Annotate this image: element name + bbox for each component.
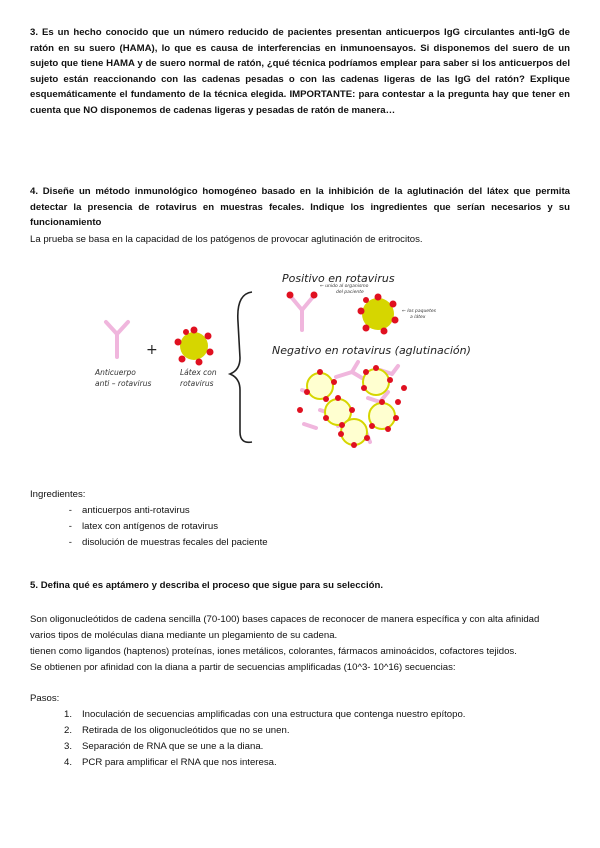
antibody-icon (106, 322, 128, 357)
question-4 (30, 184, 570, 231)
list-item: 4. PCR para amplificar el RNA que nos interesa. (63, 757, 277, 768)
free-latex-bead-icon (358, 294, 399, 335)
positive-note-2: del paciente (336, 290, 364, 295)
list-item: 2. Retirada de los oligonucleótidos que no se unen. (63, 725, 290, 736)
latex-note-2: a látex (410, 315, 426, 320)
steps-title: Pasos: (30, 693, 60, 704)
latex-label-2: rotavirus (180, 379, 214, 388)
bullet: - (68, 521, 72, 532)
question-4-answer: La prueba se basa en la capacidad de los patógenos de provocar aglutinación de eritrocitos. (30, 234, 423, 245)
latex-note-1: ← los paquetes (402, 309, 436, 314)
latex-bead-icon (175, 327, 214, 366)
list-item: 1. Inoculación de secuencias amplificadas con una estructura que contenga nuestro epítopo. (63, 709, 466, 720)
agglutination-diagram (0, 262, 600, 462)
ingredients-list (48, 503, 548, 551)
question-3-number: 3. (30, 27, 39, 38)
antibody-label-2: anti – rotavirus (95, 379, 152, 388)
bullet: - (68, 505, 72, 516)
bullet: - (68, 537, 72, 548)
negative-title: Negativo en rotavirus (aglutinación) (272, 344, 471, 357)
question-5-number: 5. (30, 580, 39, 591)
question-5-text: Defina qué es aptámero y describa el proceso que sigue para su selección. (40, 580, 383, 591)
positive-note-1: ← unido al organismo (320, 284, 369, 289)
answer-line: tienen como ligandos (haptenos) proteínas, iones metálicos, colorantes, fármacos aminoácidos, cofactores tejidos. (30, 646, 517, 657)
answer-line: Son oligonucleótidos de cadena sencilla (70-100) bases capaces de reconocer de manera específica y con alta afinidad (30, 614, 540, 625)
list-item: 3. Separación de RNA que se une a la diana. (63, 741, 264, 752)
question-5-answer (30, 612, 575, 676)
brace (230, 292, 252, 442)
question-4-number: 4. (30, 186, 39, 197)
plus-sign: + (146, 342, 158, 358)
question-5 (30, 578, 570, 594)
list-item: - disolución de muestras fecales del paciente (48, 535, 548, 551)
bound-antibody-icon (287, 292, 318, 331)
steps-list (48, 707, 548, 771)
answer-line: Se obtienen por afinidad con la diana a partir de secuencias amplificadas (10^3- 10^16) secuencias: (30, 662, 456, 673)
question-3-text: Es un hecho conocido que un número reducido de pacientes presentan anticuerpos IgG circulantes anti-IgG de ratón en su suero (HAMA), lo que es causa de interferencias en inmunoensayos. Si disponemos del suero de un sujeto que tiene HAMA y de suero normal de ratón, ¿qué técnica podríamos emplear para saber si los anticuerpos del sujeto están reaccionando con las cadenas pesadas o con las cadenas ligeras de las IgG del ratón? Explique esquemáticamente el fundamento de la técnica elegida. IMPORTANTE: para contestar a la pregunta hay que tener en cuenta que NO disponemos de cadenas ligeras y pesadas de ratón de manera… (30, 27, 570, 116)
agglutinated-network-icon (297, 362, 407, 448)
list-item: - anticuerpos anti-rotavirus (48, 503, 548, 519)
answer-line: varios tipos de moléculas diana mediante un plegamiento de su cadena. (30, 630, 338, 641)
question-3 (30, 25, 570, 119)
question-4-text: Diseñe un método inmunológico homogéneo basado en la inhibición de la aglutinación del látex que permita detectar la presencia de rotavirus en muestras fecales. Indique los ingredientes que serían necesarios y su funcionamiento (30, 186, 570, 229)
list-item: - latex con antígenos de rotavirus (48, 519, 548, 535)
ingredients-title: Ingredientes: (30, 489, 86, 500)
antibody-label-1: Anticuerpo (95, 368, 136, 377)
latex-label-1: Látex con (180, 368, 217, 377)
positive-title: Positivo en rotavirus (282, 272, 395, 285)
